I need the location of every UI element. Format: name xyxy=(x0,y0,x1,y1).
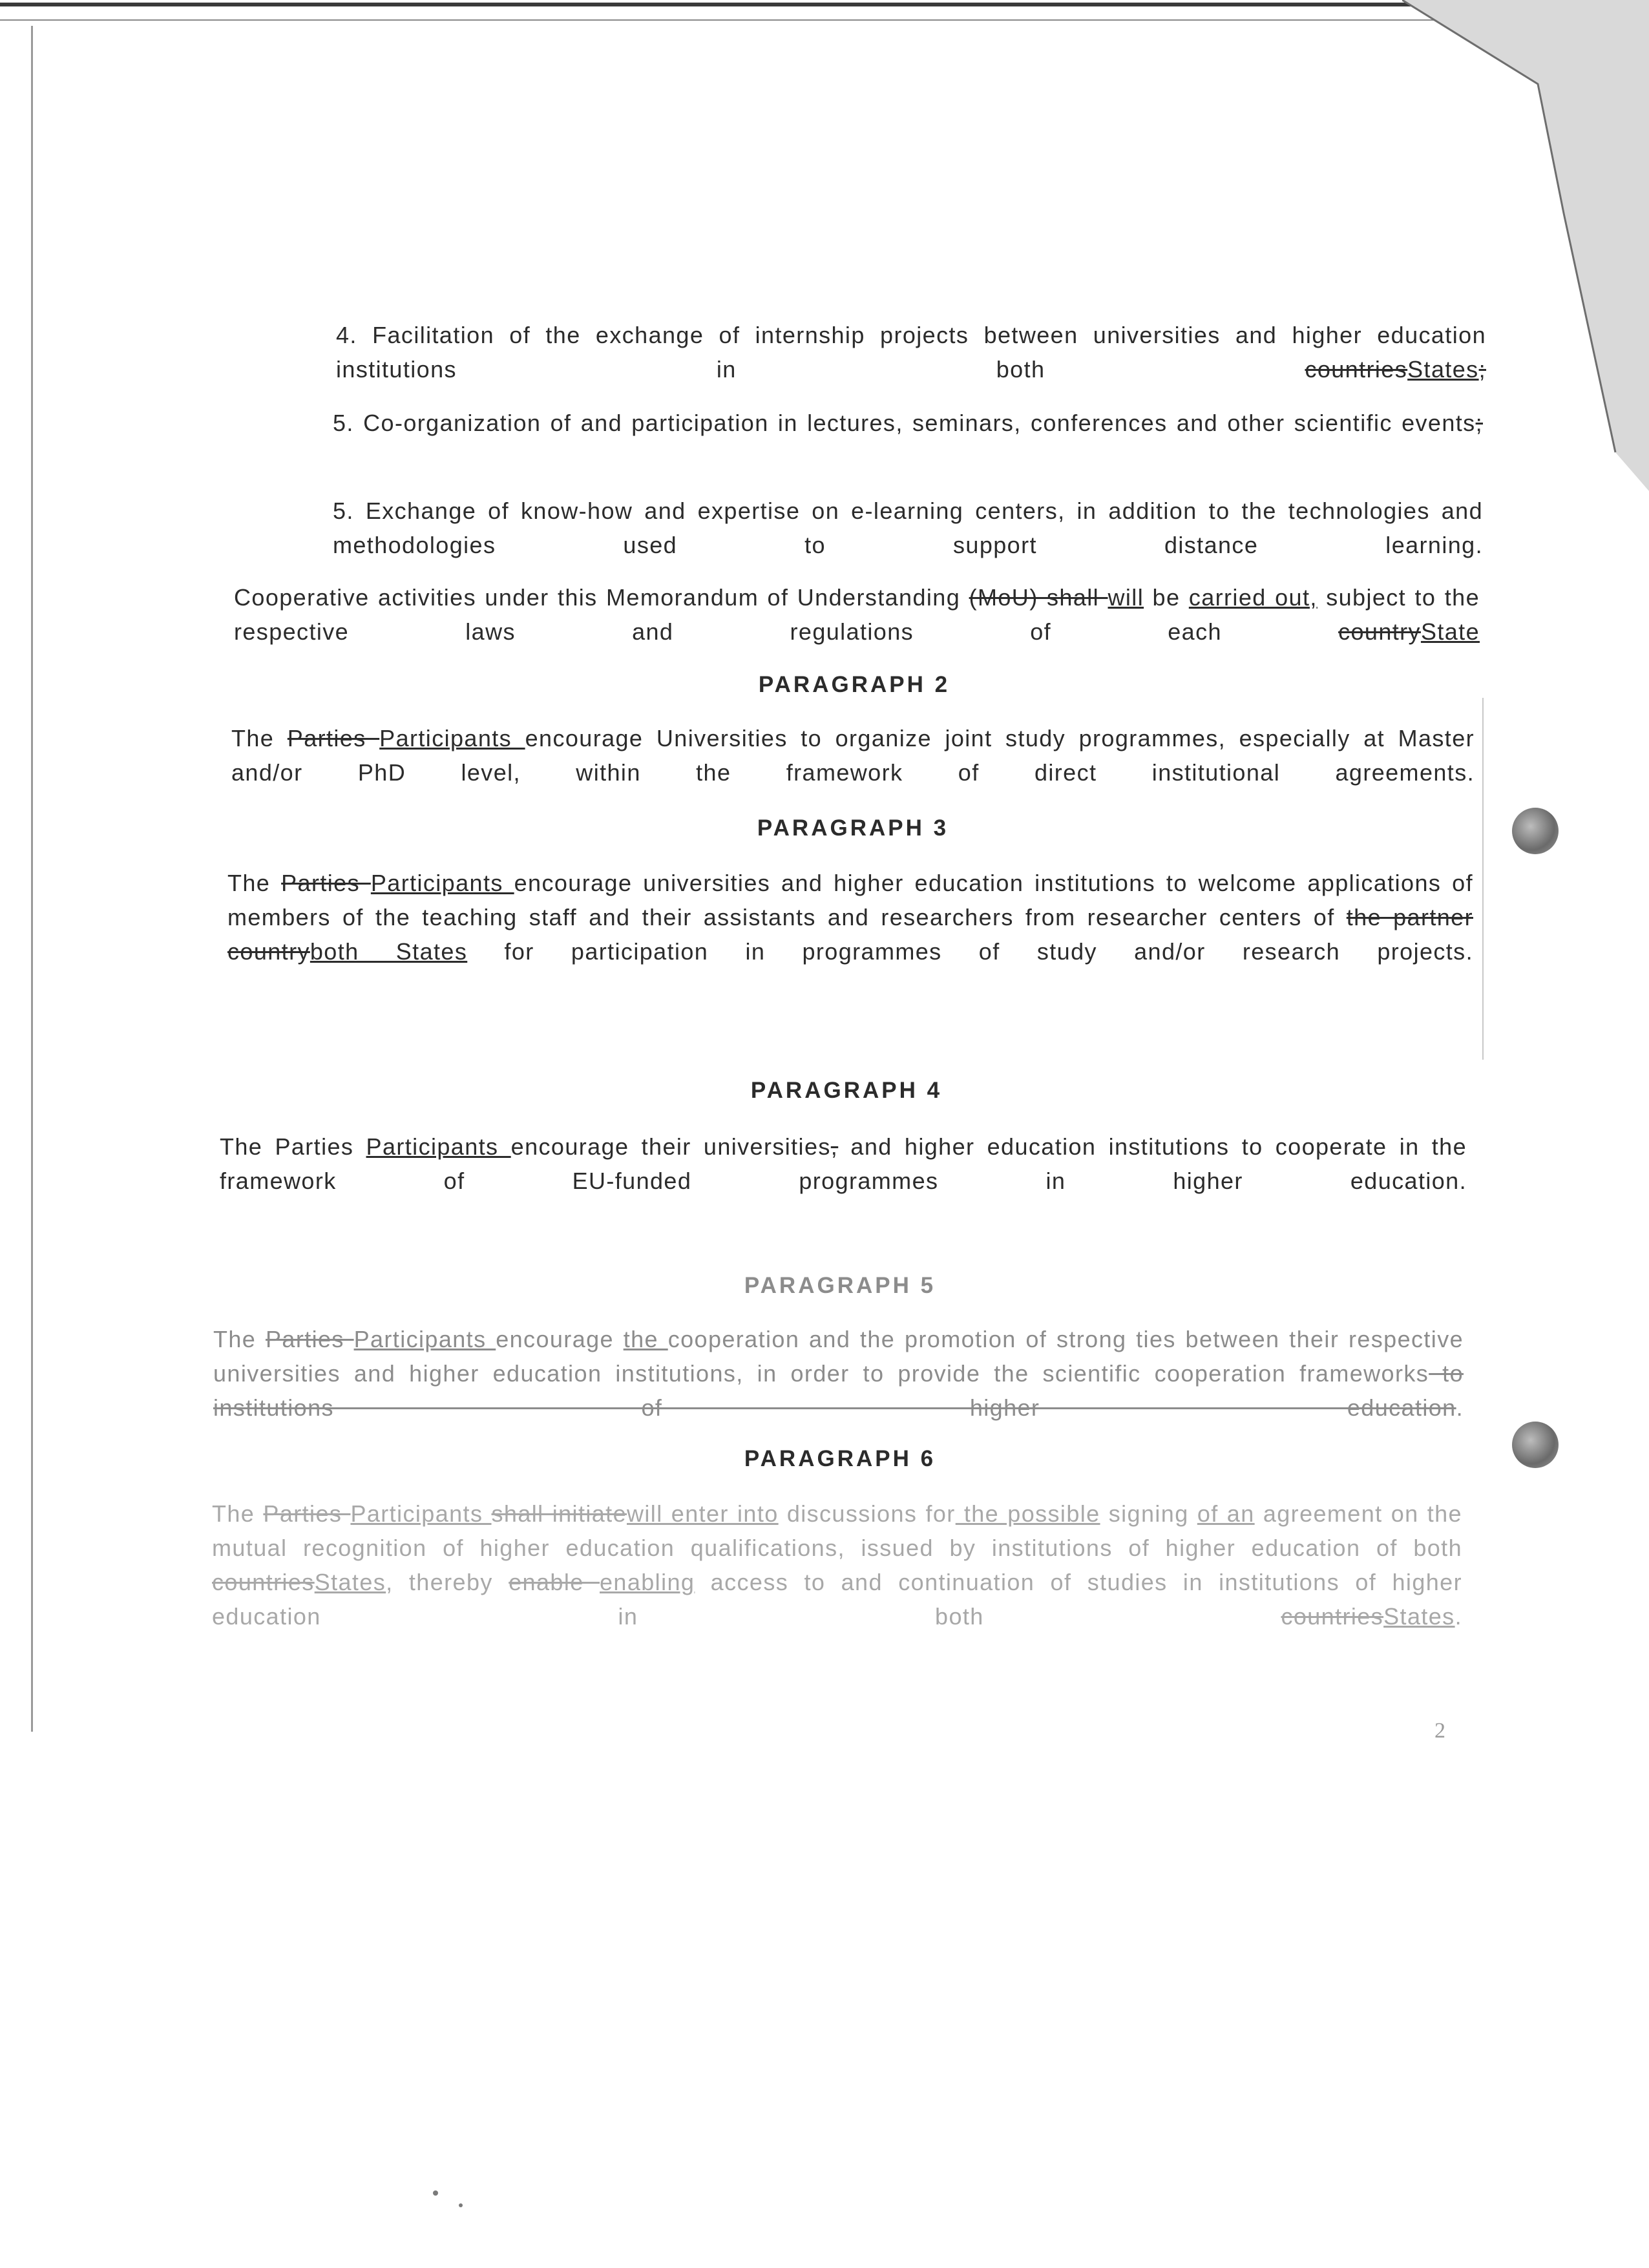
paragraph-3-text xyxy=(227,866,1473,969)
scan-edge-left xyxy=(31,26,33,1732)
text-run: The xyxy=(227,870,282,896)
scan-speck xyxy=(433,2190,438,2196)
text-run: be xyxy=(1144,584,1189,611)
text-run: . xyxy=(1455,1603,1462,1630)
cooperative-activities xyxy=(234,580,1480,649)
item-number: 5. xyxy=(333,410,354,436)
text-run: encourage Universities to organize joint study programmes, especially at Master and/or PhD level, within the framework of direct institutional agreements. xyxy=(231,725,1475,786)
text-run: encourage xyxy=(496,1326,624,1352)
text-run: Cooperative activities under this Memorandum of Understanding xyxy=(234,584,969,611)
inserted-text: Participants xyxy=(370,870,514,896)
deleted-text: enable xyxy=(509,1569,600,1595)
paragraph-6-text xyxy=(212,1496,1462,1633)
inserted-text: Participants xyxy=(379,725,525,751)
scan-edge-top xyxy=(0,3,1480,6)
text-run: agreement on the mutual recognition of higher education qualifications, issued by institutions of higher education of both xyxy=(212,1500,1462,1561)
deleted-text: country xyxy=(1338,618,1421,645)
list-item-4 xyxy=(336,318,1486,386)
text-run: access to and continuation of studies in institutions of higher education in both xyxy=(212,1569,1462,1630)
text-run: and higher education institutions to cooperate in the framework of EU-funded programmes in higher education. xyxy=(220,1133,1467,1194)
text-run: . xyxy=(1456,1394,1464,1421)
deleted-text: Parties xyxy=(263,1500,351,1527)
inserted-text: of an xyxy=(1197,1500,1255,1527)
deleted-text: Parties xyxy=(287,725,380,751)
deleted-text: the partner country xyxy=(227,904,1473,965)
paragraph-2-text xyxy=(231,721,1475,790)
heading-paragraph-5: PARAGRAPH 5 xyxy=(744,1273,936,1298)
inserted-text: will enter into xyxy=(627,1500,779,1527)
deleted-text: Parties xyxy=(265,1326,354,1352)
text-run: The xyxy=(213,1326,266,1352)
inserted-text: both States xyxy=(310,938,468,965)
inserted-text: Participants xyxy=(353,1326,496,1352)
inserted-text: States xyxy=(1407,356,1479,383)
text-run: , thereby xyxy=(386,1569,509,1595)
text-run: for participation in programmes of study and/or research projects. xyxy=(467,938,1473,965)
item-number: 5. xyxy=(333,498,354,524)
inserted-text: Participants xyxy=(350,1500,492,1527)
text-run: signing xyxy=(1100,1500,1197,1527)
inserted-text: States xyxy=(1383,1603,1455,1630)
deleted-text: Parties xyxy=(281,870,371,896)
inserted-text: State xyxy=(1420,618,1480,645)
deleted-text: ; xyxy=(1478,356,1486,383)
inserted-text: enabling xyxy=(600,1569,695,1595)
item-number: 4. xyxy=(336,322,357,348)
deleted-text: countries xyxy=(212,1569,315,1595)
inserted-text: will xyxy=(1108,584,1144,611)
punch-hole-bottom xyxy=(1512,1422,1559,1468)
text-run: The xyxy=(212,1500,264,1527)
deleted-text: , xyxy=(830,1133,839,1160)
page-number: 2 xyxy=(1434,1719,1445,1743)
scan-edge-line xyxy=(0,19,1460,21)
list-item-5-exchange xyxy=(333,494,1483,562)
paragraph-4-text xyxy=(220,1129,1467,1198)
scan-speck xyxy=(459,2203,463,2207)
margin-line xyxy=(1482,698,1484,1060)
heading-paragraph-4: PARAGRAPH 4 xyxy=(750,1078,943,1103)
punch-hole-top xyxy=(1512,808,1559,854)
text-run: Facilitation of the exchange of internship projects between universities and higher education institutions in both xyxy=(336,322,1486,383)
text-run: encourage universities and higher education institutions to welcome applications of members of the teaching staff and their assistants and researchers from researcher centers of xyxy=(227,870,1473,930)
heading-paragraph-2: PARAGRAPH 2 xyxy=(758,672,951,697)
inserted-text: the possible xyxy=(955,1500,1100,1527)
text-run: Co-organization of and participation in lectures, seminars, conferences and other scientific events xyxy=(353,410,1476,436)
text-run: cooperation and the promotion of strong ties between their respective universities and higher education institutions, in order to provide the scientific cooperation frameworks xyxy=(213,1326,1464,1387)
deleted-text: (MoU) shall xyxy=(969,584,1108,611)
text-run: The Parties xyxy=(220,1133,366,1160)
text-run: discussions for xyxy=(778,1500,956,1527)
text-run: Exchange of know-how and expertise on e-learning centers, in addition to the technologies and methodologies used to support distance learning. xyxy=(333,498,1483,558)
text-run: encourage their universities xyxy=(510,1133,831,1160)
inserted-text: Participants xyxy=(366,1133,511,1160)
inserted-text: the xyxy=(623,1326,668,1352)
list-item-5-events xyxy=(333,406,1483,440)
text-run: subject to the respective laws and regulations of each xyxy=(234,584,1480,645)
deleted-text: countries xyxy=(1281,1603,1384,1630)
inserted-text: carried out, xyxy=(1188,584,1318,611)
inserted-text: States xyxy=(314,1569,386,1595)
text-run: The xyxy=(231,725,288,751)
heading-paragraph-3: PARAGRAPH 3 xyxy=(757,815,949,841)
deleted-text: shall initiate xyxy=(491,1500,627,1527)
paragraph-5-text xyxy=(213,1322,1464,1425)
deleted-text: to institutions of higher education xyxy=(213,1360,1464,1421)
deleted-text: countries xyxy=(1305,356,1408,383)
heading-paragraph-6: PARAGRAPH 6 xyxy=(744,1446,936,1471)
deleted-text: ; xyxy=(1475,410,1483,436)
